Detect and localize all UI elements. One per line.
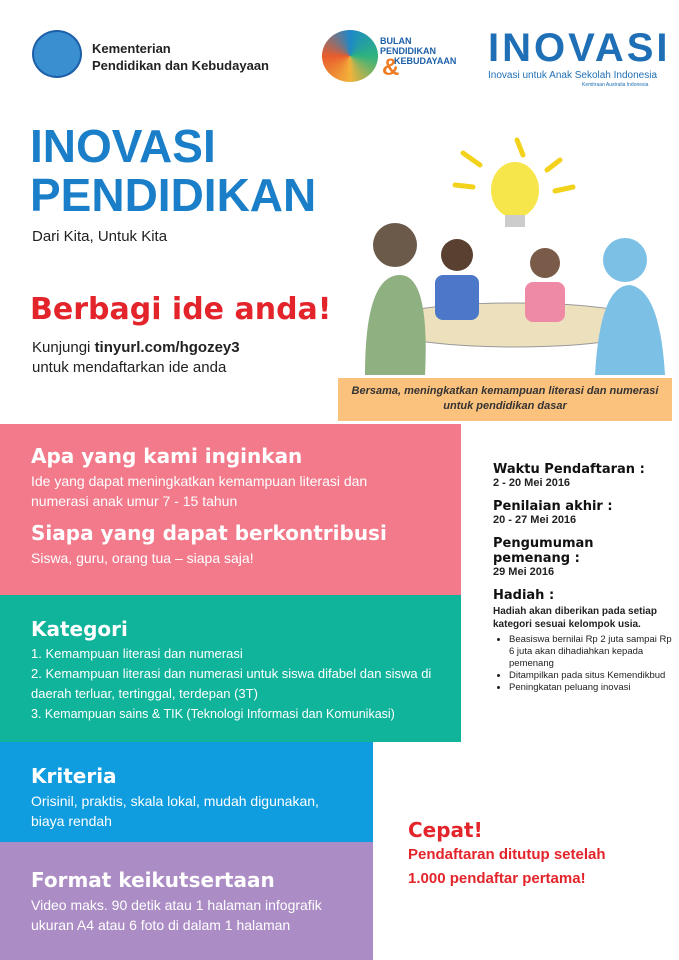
criteria-text: Orisinil, praktis, skala lokal, mudah digunakan, biaya rendah — [31, 793, 319, 829]
goals-text: Ide yang dapat meningkatkan kemampuan literasi dan numerasi anak umur 7 - 15 tahun — [31, 473, 368, 509]
category-item: 3. Kemampuan sains & TIK (Teknologi Informasi dan Komunikasi) — [31, 707, 395, 721]
section-format — [0, 842, 373, 960]
deadline-line: 1.000 pendaftar pertama! — [408, 870, 586, 887]
bulan-logo-ampersand: & — [382, 54, 400, 81]
contributors-heading: Siapa yang dapat berkontribusi — [31, 521, 387, 545]
prize-text: Hadiah akan diberikan pada setiap kategori sesuai kelompok usia. — [493, 606, 657, 630]
final-judging-label: Penilaian akhir : — [493, 499, 613, 514]
registration-period: 2 - 20 Mei 2016 — [493, 477, 571, 489]
prize-item: • Peningkatan peluang inovasi — [509, 682, 673, 694]
cta-heading: Berbagi ide anda! — [30, 292, 332, 327]
section-categories — [0, 595, 461, 742]
criteria-heading: Kriteria — [31, 764, 117, 788]
illustration-caption: Bersama, meningkatkan kemampuan literasi dan numerasi untuk pendidikan dasar — [338, 378, 672, 421]
prize-item: • Ditampilkan pada situs Kemendikbud — [509, 670, 673, 682]
inovasi-partner: Kemitraan Australia Indonesia — [582, 82, 649, 88]
prize-label: Hadiah : — [493, 588, 555, 603]
categories-heading: Kategori — [31, 617, 128, 641]
format-text: Video maks. 90 detik atau 1 halaman infografik ukuran A4 atau 6 foto di dalam 1 halaman — [31, 897, 322, 933]
tagline: Dari Kita, Untuk Kita — [32, 228, 168, 245]
announcement-label: Pengumuman pemenang : — [493, 536, 594, 566]
schedule-sidebar — [493, 452, 673, 694]
goals-heading: Apa yang kami inginkan — [31, 444, 303, 468]
kemendikbud-logo — [32, 30, 82, 78]
format-heading: Format keikutsertaan — [31, 868, 275, 892]
final-judging-date: 20 - 27 Mei 2016 — [493, 514, 577, 526]
deadline-heading: Cepat! — [408, 818, 483, 842]
ministry-name: Kementerian Pendidikan dan Kebudayaan — [92, 41, 269, 73]
registration-link[interactable]: tinyurl.com/hgozey3 — [94, 339, 240, 356]
inovasi-subtitle: Inovasi untuk Anak Sekolah Indonesia — [488, 70, 658, 81]
announcement-date: 29 Mei 2016 — [493, 566, 555, 578]
people-at-table-illustration — [345, 125, 675, 385]
section-goals — [0, 424, 461, 595]
contributors-text: Siswa, guru, orang tua – siapa saja! — [31, 550, 254, 566]
registration-period-label: Waktu Pendaftaran : — [493, 462, 645, 477]
visit-text: Kunjungi tinyurl.com/hgozey3 untuk mendaftarkan ide anda — [32, 339, 240, 376]
deadline-notice — [408, 818, 606, 890]
prize-list — [509, 634, 673, 694]
inovasi-logo: INOVASI — [488, 26, 671, 70]
category-item: 1. Kemampuan literasi dan numerasi — [31, 646, 243, 661]
prize-item: • Beasiswa bernilai Rp 2 juta sampai Rp 6 juta akan dihadiahkan kepada pemenang — [509, 634, 673, 670]
section-criteria — [0, 742, 373, 842]
deadline-line: Pendaftaran ditutup setelah — [408, 846, 606, 863]
bulan-logo-text: BULAN PENDIDIKAN KEBUDAYAAN — [380, 36, 457, 66]
category-item: 2. Kemampuan literasi dan numerasi untuk siswa difabel dan siswa di daerah terluar, tertinggal, terdepan (3T) — [31, 666, 432, 701]
bulan-pendidikan-logo — [322, 30, 378, 82]
page-title: INOVASI PENDIDIKAN — [30, 120, 317, 221]
